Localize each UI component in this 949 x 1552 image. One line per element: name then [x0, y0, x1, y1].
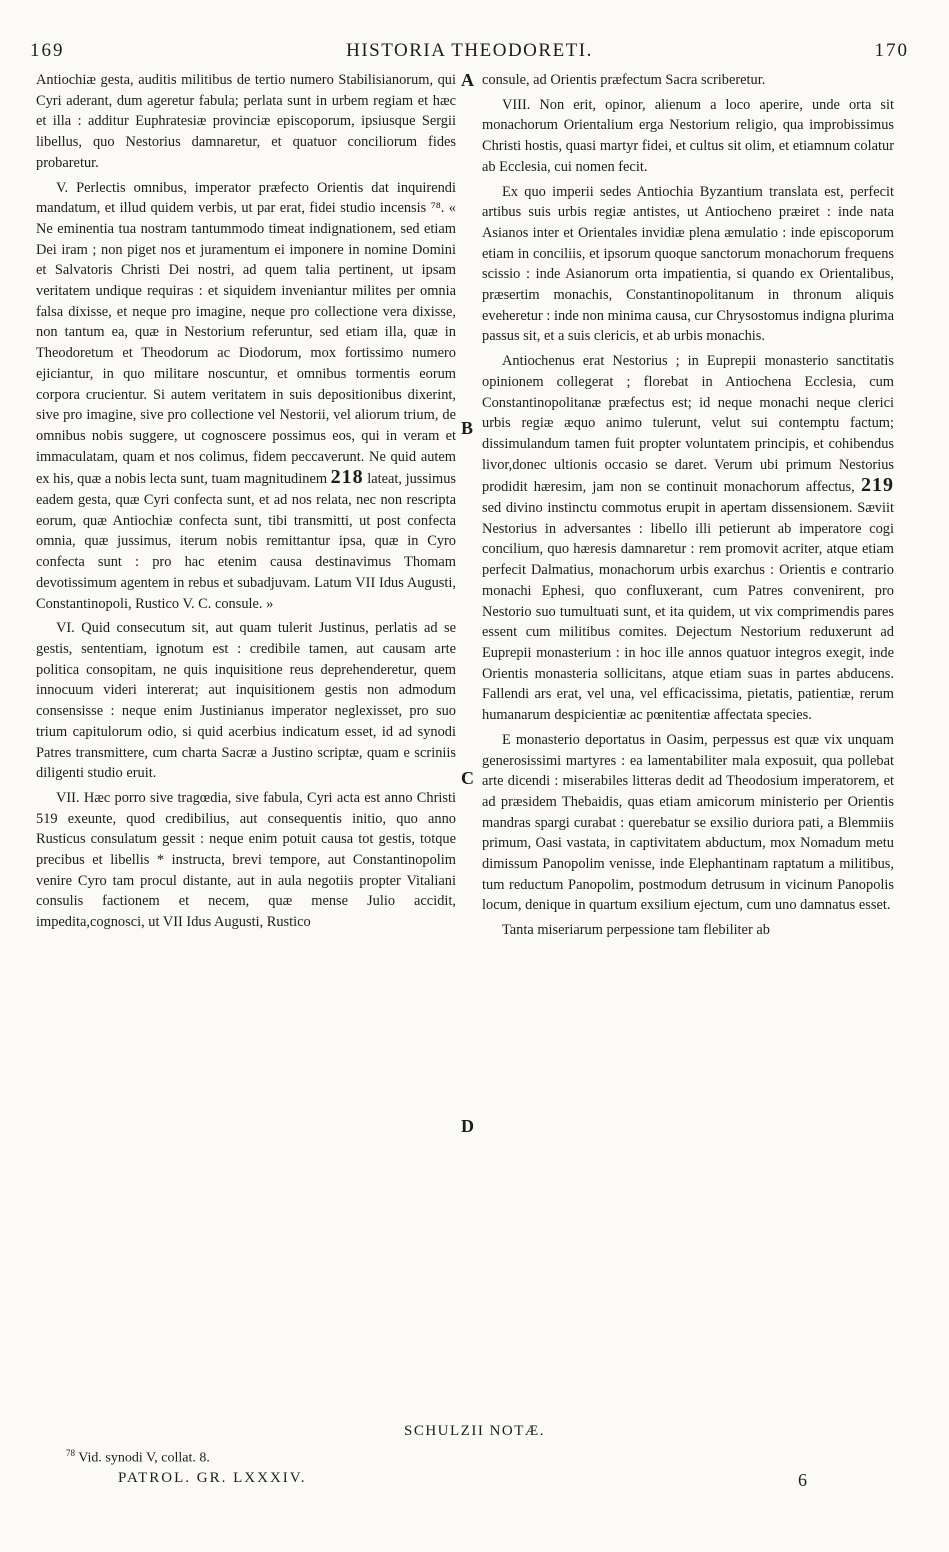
notes-heading: SCHULZII NOTÆ. — [404, 1423, 545, 1439]
left-page-number: 169 — [30, 40, 65, 61]
margin-letter-d: D — [461, 1116, 474, 1136]
right-page-number: 170 — [874, 40, 909, 61]
paragraph-text: Antiochenus erat Nestorius ; in Euprepii monasterio sanctitatis opinionem collegerat ; florebat in Antiochena Ecclesia, cum Constantinopolitanæ præfectus est; id neque monachi neque clerici urbis regiæ æquo animo tulerunt, velut sui contemptu factum; dissimulandum tamen fuit propter voluntatem principis, et cohibendus livor,donec ultionis occasio se daret. Verum ubi primum Nestorius prodidit hæresim, jam non se continuit monachorum affectus, — [482, 353, 894, 496]
paragraph — [36, 178, 456, 615]
paragraph: Tanta miseriarum perpessione tam flebiliter ab — [502, 922, 770, 939]
paragraph: Antiochiæ gesta, auditis militibus de tertio numero Stabilisianorum, qui Cyri aderant, dum ageretur fabula; perlata sunt in urbem regiam et hæc et illa : additur Euphratesiæ provinciæ episcoporum, ipsiusque Sergii libellus, quo Nestorius damnaretur, et quatuor conciliorum fides probaretur. — [36, 72, 456, 171]
column-number-marker: 218 — [330, 466, 364, 489]
paragraph: E monasterio deportatus in Oasim, perpessus est quæ vix unquam generosissimi martyres : ea lamentabiliter mala exposuit, qua pollebat arte dicendi : miserabiles litteras dedit ad Theodosium imperatorem, et ad præsidem Thebaidis, quas etiam amicorum ministerio per Orientis mandras spargi curabat : querebatur se exsilio duriora pati, a Blemmiis primum, Oasi vastata, in captivitatem abductum, mox Nomadum metu dimissum Panopolim venisse, inde Elephantinam raptatum a militibus, tum reductum Panopolim, postmodum detrusum in vicinum Panopolis locum, denique in quartum exsilium ejectum, cum uno damnatus esset. — [482, 731, 894, 914]
right-column — [482, 70, 894, 941]
signature-number: 6 — [798, 1470, 809, 1490]
column-number-marker: 219 — [860, 474, 894, 497]
margin-letter-a: A — [461, 70, 474, 90]
footnote — [66, 1448, 210, 1467]
running-header — [30, 40, 909, 70]
footnote-mark: 78 — [66, 1448, 75, 1458]
paragraph: VIII. Non erit, opinor, alienum a loco aperire, unde orta sit monachorum Orientalium erga Nestorium religio, qua improbissimus Christi hostis, quasi martyr fidei, et cultus sit olim, et etiamnum colatur ab Ecclesia, cui nomen fecit. — [482, 96, 894, 175]
margin-letter-b: B — [461, 418, 474, 438]
page-footer — [118, 1470, 809, 1490]
paragraph — [482, 351, 894, 726]
running-title: HISTORIA THEODORETI. — [346, 40, 593, 61]
paragraph-text: lateat, jussimus eadem gesta, quæ Cyri confecta sunt, et ad nos relata, nec non rescripta eorum, quæ Antiochiæ confecta sunt, tibi transmitti, ut post confecta omnia, quæ jussimus, iterum nobis remittantur ipsa, quæ in Cyro confecta sunt : pro hac etenim causa destinavimus Thomam devotissimum agentem in rebus et subadjuvam. Latum VII Idus Augusti, Constantinopoli, Rustico V. C. consule. » — [36, 471, 456, 612]
paragraph-text: V. Perlectis omnibus, imperator præfecto Orientis dat inquirendi mandatum, et illud quidem verbis, ut par erat, fidei studio incensis ⁷⁸. « Ne eminentia tua nostram tantummodo timeat indignationem, sed etiam Dei iram ; non piget nos et juramentum ei imponere in nomine Domini et Salvatoris Christi Dei nostri, ad quem talia pertinent, ut ipsam veritatem undique requiras : et siquidem inveniantur milites per omnia falsa dixisse, et neque pro imagine, neque pro collectione vera dixisse, non tantum ea, quæ in Nestorium referuntur, sed etiam illa, quæ in Theodoretum et Theodorum ac Diodorum, mox fortissimo numero ejiciantur, in quo militare noscuntur, et omnibus tormentis eorum corpora crucientur. Si autem veritatem in suis depositionibus dixerint, sive pro imagine, sive pro collectione vel Nestorii, vel aliorum trium, de omnibus nobis suggere, ut cognoscere possimus eos, qui in veram et immaculatam, quam et nos colimus, fidem peccaverunt. Ne quid autem ex his, quæ a nobis lecta sunt, tuam magnitudinem — [36, 179, 456, 488]
paragraph: Ex quo imperii sedes Antiochia Byzantium translata est, perfecit artibus suis urbis regiæ antistes, ut Antiocheno præiret : inde nata Asianos inter et Orientales invidiæ plena æmulatio : inde episcoporum etiam in conciliis, et ipsorum quoque sanctorum monachorum frequens scissio : inde Asianorum orta impatientia, si quando ex Orientalibus, præsertim monachis, Constantinopolitanum in thronum aliquis eveheretur : inde non minima causa, cur Chrysostomus indigna plurima passus sit, et a suis clericis, et ab urbis monachis. — [482, 183, 894, 345]
margin-letter-c: C — [461, 768, 474, 788]
left-column — [36, 70, 456, 933]
footnote-text: Vid. synodi V, collat. 8. — [78, 1450, 210, 1466]
paragraph: consule, ad Orientis præfectum Sacra scriberetur. — [482, 72, 766, 88]
paragraph: VII. Hæc porro sive tragœdia, sive fabula, Cyri acta est anno Christi 519 exeunte, quod credibilius, aut consequentis initio, quo anno Rusticus consulatum gessit : neque enim potuit causa tot gestis, totque precibus et libellis * instructa, brevi tempore, aut Constantinopolim venire Cyro tam procul distante, aut in aula negotiis propter Vitaliani consulis factionem et necem, quæ mense Julio accidit, impedita,cognosci, ut VII Idus Augusti, Rustico — [36, 789, 456, 931]
footer-series: PATROL. GR. LXXXIV. — [118, 1470, 307, 1486]
paragraph: VI. Quid consecutum sit, aut quam tulerit Justinus, perlatis ad se gestis, sententiam, ignotum est : credibile tamen, aut causam arte politica consopitam, ne quis inquisitione reus deprehenderetur, quem innocuum videri intererat; aut inquisitionem gestis non admodum consensisse : neque enim Justinianus imperator neglexisset, pro suo trium capitulorum odio, si quid acerbius indicatum esset, id ad synodi Patres transmittere, cum charta Sacræ a Justino scriptæ, quam e scriniis diligenti studio eruit. — [36, 620, 456, 782]
paragraph-text: sed divino instinctu commotus erupit in apertam dissensionem. Sæviit Nestorius in adversantes : libello illi petierunt ab imperatore cogi concilium, quo hæresis damnaretur : rem promovit acriter, atque etiam perfecit Dalmatius, monachorum urbis exarchus : Orientis e contrario monachi Ephesi, quo confluxerant, cum Patres convenirent, pro Nestorio suo tumultuati sunt, et ita quidem, ut vix comprimendis pares essent cum militibus comites. Dejectum Nestorium reduxerunt ad Euprepii monasterium : in hoc ille annos quatuor integros exegit, inde Orientis monasteria sollicitans, atque etiam suas in partes abducens. Fallendi ars erat, vel una, vel efficacissima, pietatis, patientiæ, rerum humanarum despicientiæ ac pœnitentiæ affectata species. — [482, 500, 894, 724]
